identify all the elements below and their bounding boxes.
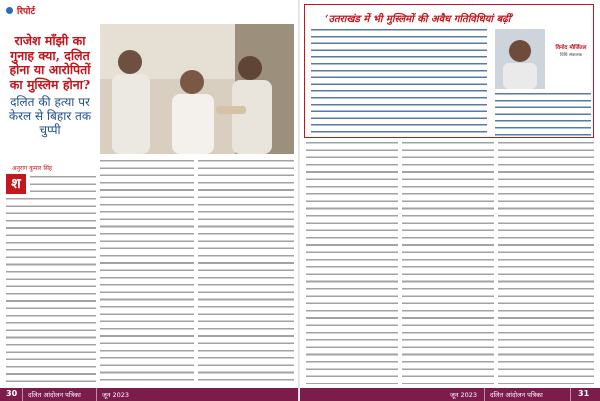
- portrait-caption: [548, 45, 594, 59]
- footer-divider: [96, 388, 97, 401]
- subheadline: दलित की हत्या पर केरल से बिहार तक चुप्पी: [8, 95, 92, 137]
- article-column-1-intro: [30, 176, 96, 196]
- footer-divider: [22, 388, 23, 401]
- article-column-1: [306, 142, 398, 384]
- quote-body: [311, 29, 487, 134]
- bullet-icon: [6, 7, 13, 14]
- portrait-photo: [495, 29, 545, 89]
- portrait-role: विधि संकलक: [559, 53, 583, 58]
- section-tag: [6, 4, 35, 17]
- article-column-3: [498, 142, 594, 384]
- photo-illustration: [100, 24, 294, 154]
- quote-title: ‘उतराखंड में भी मुस्लिमों की अवैध गतिविधियां बढ़ीं’: [325, 14, 514, 25]
- page-footer: [0, 388, 300, 401]
- article-column-2: [402, 142, 494, 384]
- footer-divider: [570, 388, 571, 401]
- dropcap: श: [6, 174, 26, 194]
- magazine-name: दलित आंदोलन पत्रिका: [490, 391, 543, 399]
- page-footer: [300, 388, 600, 401]
- page-number: 31: [578, 389, 590, 398]
- issue-date: जून 2023: [102, 391, 130, 399]
- quote-body-continued: [495, 93, 591, 139]
- article-photo: [100, 24, 294, 154]
- article-column-2: [100, 160, 194, 384]
- article-column-3: [198, 160, 294, 384]
- portrait-name: विनोद मौर्जितल: [555, 45, 587, 51]
- quote-box: [304, 4, 594, 138]
- headline: राजेश माँझी का गुनाह क्या, दलित होना या आरोपितों का मुस्लिम होना?: [9, 33, 91, 92]
- right-page: [300, 0, 600, 401]
- page-number: 30: [6, 389, 18, 398]
- section-tag-label: रिपोर्ट: [17, 7, 35, 17]
- issue-date: जून 2023: [450, 391, 478, 399]
- magazine-name: दलित आंदोलन पत्रिका: [28, 391, 81, 399]
- article-column-1: [6, 198, 96, 384]
- headline-block: [4, 34, 96, 164]
- footer-divider: [484, 388, 485, 401]
- byline: अनुराग कुमार सिंह: [12, 165, 53, 172]
- portrait-illustration: [495, 29, 545, 89]
